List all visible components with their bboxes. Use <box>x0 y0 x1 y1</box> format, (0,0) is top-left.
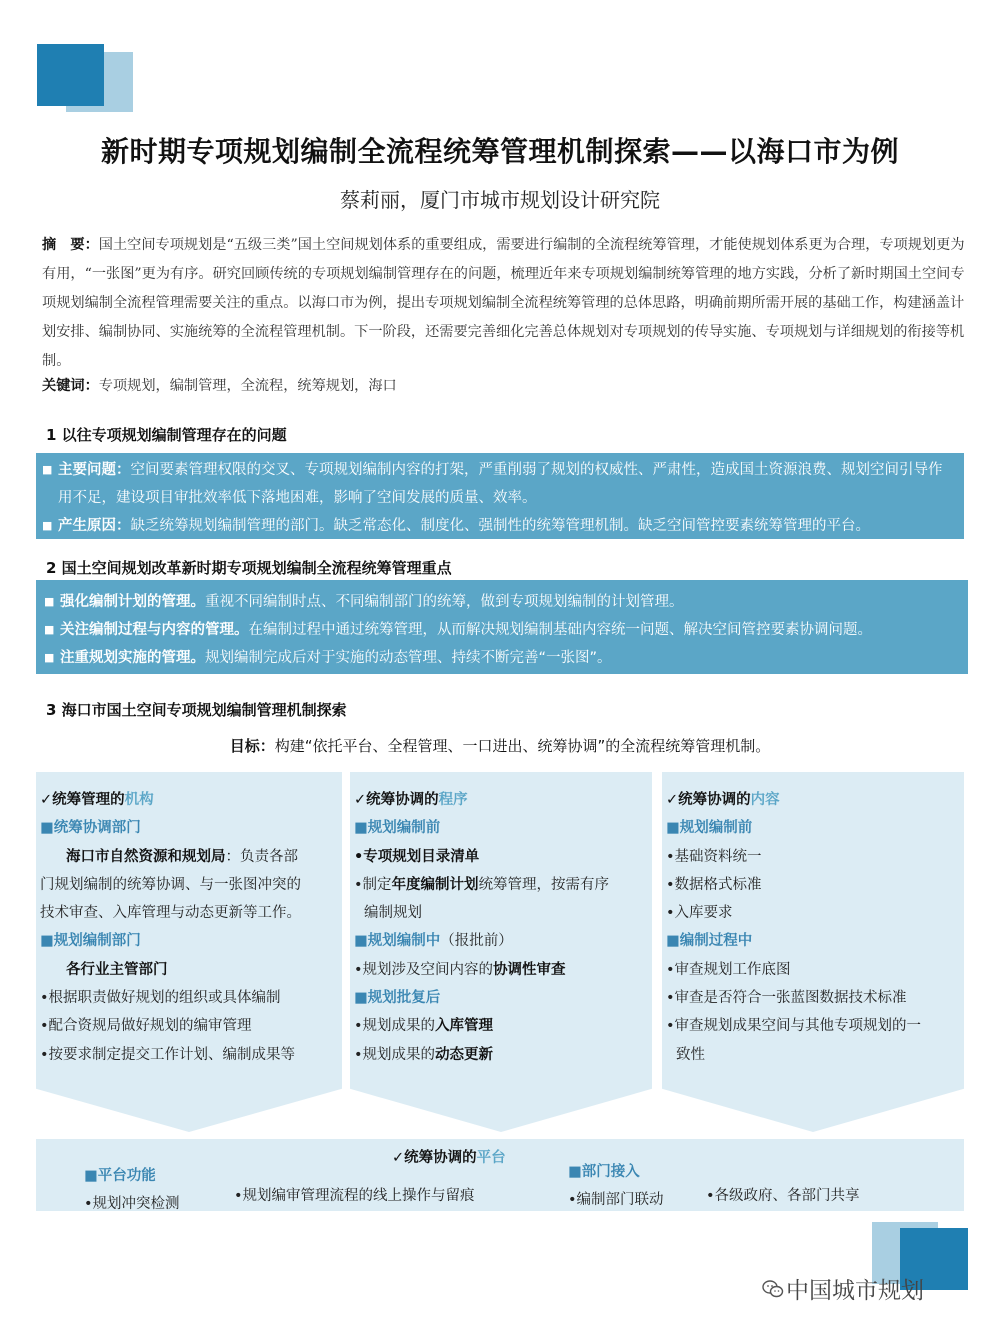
watermark-text: 中国城市规划 <box>786 1278 924 1304</box>
section-2-item <box>44 588 960 616</box>
section-2-heading: 2 国土空间规划改革新时期专项规划编制全流程统筹管理重点 <box>46 559 452 577</box>
heading-accent: 程序 <box>438 792 468 808</box>
org-text-line: 技术审查、入库管理与动态更新等工作。 <box>40 905 301 922</box>
list-item <box>354 1012 648 1040</box>
platform-item: •规划编审管理流程的线上操作与留痕 <box>234 1188 475 1204</box>
text: •规划成果的 <box>354 1046 436 1063</box>
text-bold: 动态更新 <box>435 1046 494 1063</box>
abstract-text: 国土空间专项规划是“五级三类”国土空间规划体系的重要组成，需要进行编制的全流程统筹管理，才能使规划体系更为合理，专项规划更为有用，“一张图”更为有序。研究回顾传统的专项规划编制管理存在的问题，梳理近年来专项规划编制统筹管理的地方实践，分析了新时期国土空间专项规划编制全流程管理需要关注的重点。以海口市为例，提出专项规划编制全流程统筹管理的总体思路，明确前期所需开展的基础工作，构建涵盖计划安排、编制协同、实施统筹的全流程管理机制。下一阶段，还需要完善细化完善总体规划对专项规划的传导实施、专项规划与详细规划的衔接等机制。 <box>42 237 965 369</box>
list-item <box>354 871 648 899</box>
subheading: ■规划批复后 <box>354 990 441 1007</box>
list-item: •配合资规局做好规划的编审管理 <box>40 1018 252 1035</box>
text: 统筹管理，按需有序 <box>478 876 610 893</box>
platform-subheading: ■平台功能 <box>84 1168 156 1184</box>
heading-text: ✓统筹协调的 <box>354 792 439 808</box>
text-bold: 协调性审查 <box>493 961 566 978</box>
item-text: 规划编制完成后对于实施的动态管理、持续不断完善“一张图”。 <box>205 650 612 666</box>
item-label: 注重规划实施的管理。 <box>60 650 205 666</box>
text-bold: 入库管理 <box>435 1018 494 1035</box>
list-item <box>354 1041 648 1069</box>
item-label: 主要问题： <box>58 462 131 478</box>
item-text: 缺乏统筹规划编制管理的部门。缺乏常态化、制度化、强制性的统筹管理机制。缺乏空间管控要素统筹管理的平台。 <box>130 518 870 534</box>
subheading: ■规划编制前 <box>354 820 441 837</box>
page-title: 新时期专项规划编制全流程统筹管理机制探索——以海口市为例 <box>100 135 899 168</box>
section-2-item <box>44 616 960 644</box>
section-1-band <box>36 453 964 539</box>
column-heading <box>666 786 960 814</box>
section-2-item <box>44 644 960 672</box>
subheading-note: （报批前） <box>440 933 513 950</box>
column-content <box>666 786 960 1069</box>
section-2-band <box>36 580 968 674</box>
subheading: ■规划编制前 <box>666 820 753 837</box>
keywords-label: 关键词： <box>42 378 99 394</box>
item-label: 产生原因： <box>58 518 131 534</box>
subheading: ■编制过程中 <box>666 933 753 950</box>
goal-text: 构建“依托平台、全程管理、一口进出、统筹协调”的全流程统筹管理机制。 <box>274 737 771 755</box>
org-text-line: 门规划编制的统筹协调、与一张图冲突的 <box>40 876 301 893</box>
heading-accent: 平台 <box>476 1150 506 1166</box>
square-bullet-icon: ■ <box>44 651 55 664</box>
list-item: •审查是否符合一张蓝图数据技术标准 <box>666 990 907 1007</box>
author-line: 蔡莉丽，厦门市城市规划设计研究院 <box>340 188 660 212</box>
text: •规划涉及空间内容的 <box>354 961 494 978</box>
abstract <box>42 231 968 376</box>
text: •制定 <box>354 876 392 893</box>
org-text: ：负责各部 <box>225 848 298 865</box>
square-bullet-icon: ■ <box>44 595 55 608</box>
list-item: •入库要求 <box>666 905 733 922</box>
list-item: •审查规划成果空间与其他专项规划的一 <box>666 1018 922 1035</box>
list-item-cont: 编制规划 <box>364 905 422 922</box>
section-1-item <box>42 512 958 540</box>
subheading-row <box>354 927 648 955</box>
list-item-cont: 致性 <box>676 1046 705 1063</box>
square-bullet-icon: ■ <box>42 519 53 532</box>
text: •规划成果的 <box>354 1018 436 1035</box>
list-item: •审查规划工作底图 <box>666 961 791 978</box>
subheading: ■统筹协调部门 <box>40 820 141 837</box>
list-item: •按要求制定提交工作计划、编制成果等 <box>40 1046 296 1063</box>
column-institution <box>40 786 338 1069</box>
org-name: 海口市自然资源和规划局 <box>66 848 226 865</box>
platform-item: •编制部门联动 <box>568 1192 664 1208</box>
list-item: •根据职责做好规划的组织或具体编制 <box>40 990 281 1007</box>
column-procedure <box>354 786 648 1069</box>
platform-item: •各级政府、各部门共享 <box>706 1188 860 1204</box>
item-label: 强化编制计划的管理。 <box>60 594 205 610</box>
item-text: 在编制过程中通过统筹管理，从而解决规划编制基础内容统一问题、解决空间管控要素协调问题。 <box>248 622 872 638</box>
column-heading <box>40 786 338 814</box>
heading-accent: 内容 <box>750 792 780 808</box>
keywords-text: 专项规划，编制管理，全流程，统筹规划，海口 <box>98 378 397 394</box>
heading-text: ✓统筹管理的 <box>40 792 125 808</box>
list-item: •基础资料统一 <box>666 848 762 865</box>
text-bold: 年度编制计划 <box>391 876 479 893</box>
deco-square-dark-top <box>37 44 104 106</box>
platform-subheading: ■部门接入 <box>568 1164 640 1180</box>
section-1-heading: 1 以往专项规划编制管理存在的问题 <box>46 426 287 444</box>
abstract-label: 摘 要： <box>42 237 99 253</box>
subheading: ■规划编制中 <box>354 933 441 950</box>
keywords <box>42 372 968 401</box>
platform-heading <box>392 1146 506 1167</box>
column-heading <box>354 786 648 814</box>
org-paragraph <box>40 843 338 871</box>
list-item: •专项规划目录清单 <box>354 848 480 865</box>
square-bullet-icon: ■ <box>42 463 53 476</box>
heading-text: ✓统筹协调的 <box>392 1150 477 1166</box>
wechat-icon <box>762 1279 784 1299</box>
dept-name: 各行业主管部门 <box>66 961 168 978</box>
section-1-item <box>42 456 958 512</box>
item-text: 重视不同编制时点、不同编制部门的统筹，做到专项规划编制的计划管理。 <box>205 594 684 610</box>
item-label: 关注编制过程与内容的管理。 <box>60 622 249 638</box>
heading-accent: 机构 <box>124 792 154 808</box>
list-item: •数据格式标准 <box>666 876 762 893</box>
goal-label: 目标： <box>229 737 275 755</box>
section-3-heading: 3 海口市国土空间专项规划编制管理机制探索 <box>46 701 347 719</box>
goal-line <box>0 735 1000 756</box>
subheading: ■规划编制部门 <box>40 933 141 950</box>
heading-text: ✓统筹协调的 <box>666 792 751 808</box>
square-bullet-icon: ■ <box>44 623 55 636</box>
list-item <box>354 956 648 984</box>
item-text: 空间要素管理权限的交叉、专项规划编制内容的打架，严重削弱了规划的权威性、严肃性，造成国土资源浪费、规划空间引导作用不足，建设项目审批效率低下落地困难，影响了空间发展的质量、效率。 <box>58 462 943 506</box>
platform-item: •规划冲突检测 <box>84 1196 180 1212</box>
